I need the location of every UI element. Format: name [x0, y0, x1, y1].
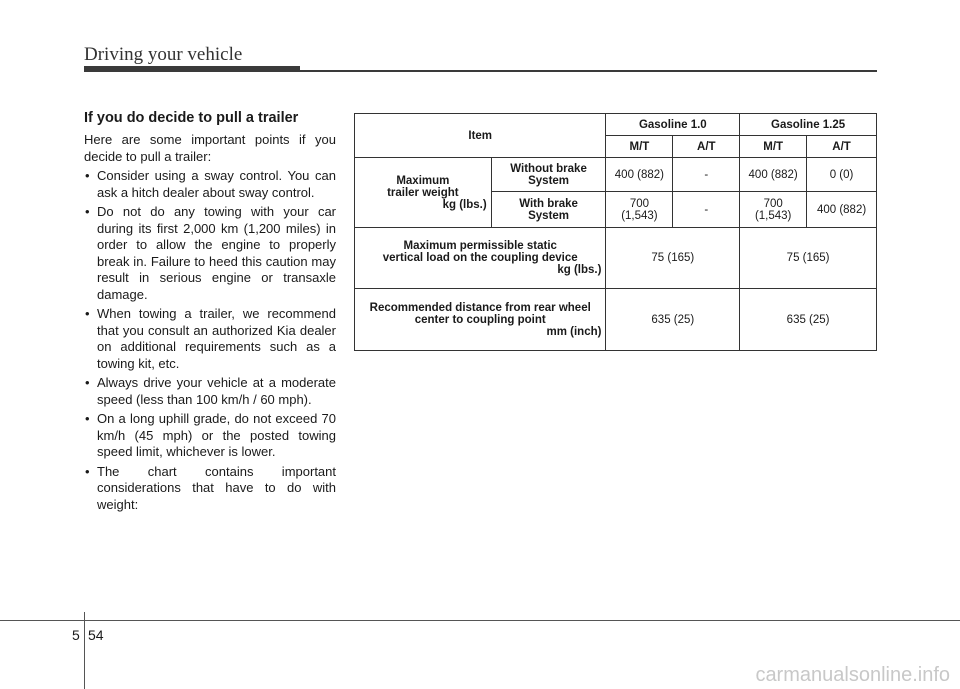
unit-label: kg (lbs.) [557, 264, 602, 276]
page-header-title: Driving your vehicle [84, 44, 243, 65]
footer-rule-vertical [84, 612, 85, 689]
bullet-item [84, 375, 336, 408]
table-cell: - [673, 158, 740, 192]
label-line: vertical load on the coupling device [382, 252, 578, 264]
bullet-item [84, 204, 336, 303]
label-line: Recommended distance from rear wheel [369, 301, 591, 314]
table-cell: 400 (882) [807, 192, 877, 228]
transmission-header: M/T [606, 136, 673, 158]
unit-label: mm (inch) [546, 325, 602, 338]
label-line: System [528, 209, 570, 222]
bullet-text: The chart contains important considerations that have to do with weight: [97, 463, 336, 512]
transmission-header: A/T [673, 136, 740, 158]
section-heading: If you do decide to pull a trailer [84, 110, 299, 126]
value-line: (1,543) [754, 209, 792, 222]
bullet-text: When towing a trailer, we recommend that you consult an authorized Kia dealer on additional requirements such as a towing kit, etc. [97, 306, 336, 371]
transmission-header: M/T [740, 136, 807, 158]
label-line: With brake [519, 197, 578, 210]
bullet-text: Do not do any towing with your car during its first 2,000 km (1,200 miles) in order to allow the engine to properly break in. Failure to heed this caution may result in serious engine or transaxle damage. [97, 204, 336, 302]
label-line: Without brake [510, 162, 587, 175]
bullet-icon: • [85, 306, 90, 321]
table-cell [606, 192, 673, 228]
header-rule-thin [300, 70, 877, 72]
bullet-list [84, 168, 336, 513]
footer-rule-horizontal [0, 620, 960, 621]
section-number: 5 [72, 627, 80, 643]
bullet-item [84, 464, 336, 514]
engine-header: Gasoline 1.25 [740, 114, 877, 136]
value-line: 700 [763, 197, 783, 210]
table-cell: 75 (165) [606, 228, 740, 289]
item-header: Item [355, 114, 606, 158]
label-line: center to coupling point [414, 313, 546, 326]
unit-label: kg (lbs.) [442, 198, 487, 211]
engine-header: Gasoline 1.0 [606, 114, 740, 136]
table-cell: 400 (882) [606, 158, 673, 192]
bullet-icon: • [85, 204, 90, 219]
watermark: carmanualsonline.info [755, 664, 950, 686]
bullet-icon: • [85, 168, 90, 183]
bullet-item [84, 411, 336, 461]
table-cell: 635 (25) [606, 289, 740, 351]
trailer-spec-table [354, 113, 877, 351]
table-cell: 75 (165) [740, 228, 877, 289]
page-number-value: 54 [88, 627, 104, 643]
table-cell: 0 (0) [807, 158, 877, 192]
transmission-header: A/T [807, 136, 877, 158]
value-line: 700 [629, 197, 649, 210]
max-trailer-weight-label [355, 158, 492, 228]
table-cell: - [673, 192, 740, 228]
bullet-item [84, 306, 336, 372]
header-rule-thick [84, 66, 300, 72]
bullet-text: Always drive your vehicle at a moderate speed (less than 100 km/h / 60 mph). [97, 375, 336, 407]
coupling-distance-label [355, 289, 606, 351]
table-cell: 635 (25) [740, 289, 877, 351]
value-line: (1,543) [621, 209, 658, 222]
bullet-text: On a long uphill grade, do not exceed 70 km/h (45 mph) or the posted towing speed limit, whichever is lower. [97, 411, 336, 459]
label-line: trailer weight [387, 186, 459, 199]
label-line: Maximum permissible static [403, 240, 557, 252]
bullet-text: Consider using a sway control. You can ask a hitch dealer about sway control. [97, 168, 336, 200]
bullet-icon: • [85, 375, 90, 390]
trailer-section [84, 110, 336, 516]
label-line: System [528, 174, 570, 187]
with-brake-label [491, 192, 606, 228]
vertical-load-label [355, 228, 606, 289]
without-brake-label [491, 158, 606, 192]
bullet-icon: • [85, 463, 90, 479]
section-intro: Here are some important points if you decide to pull a trailer: [84, 132, 336, 164]
label-line: Maximum [396, 174, 450, 187]
table-cell: 400 (882) [740, 158, 807, 192]
table-cell [740, 192, 807, 228]
bullet-item [84, 168, 336, 201]
bullet-icon: • [85, 411, 90, 426]
